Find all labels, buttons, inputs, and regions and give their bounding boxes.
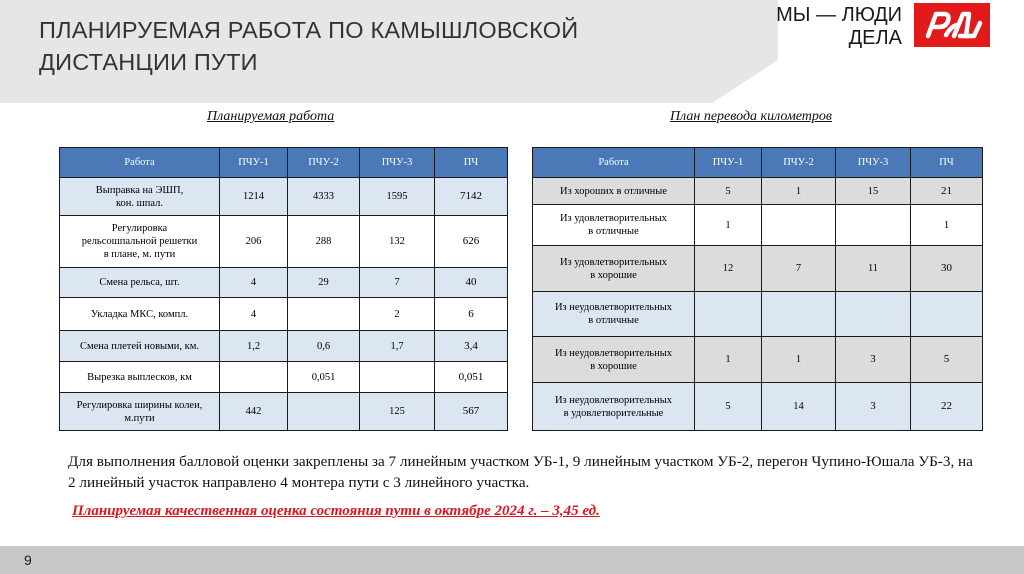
cell-pch: 40 bbox=[435, 268, 508, 298]
table-row bbox=[60, 216, 508, 268]
table-row bbox=[533, 205, 983, 246]
cell-pchu2: 14 bbox=[762, 383, 836, 431]
header-pchu3: ПЧУ-3 bbox=[360, 148, 435, 178]
cell-pchu3: 15 bbox=[836, 178, 911, 205]
cell-pchu3 bbox=[360, 362, 435, 393]
cell-pchu3: 125 bbox=[360, 393, 435, 431]
cell-pchu3: 3 bbox=[836, 383, 911, 431]
cell-pchu2 bbox=[288, 298, 360, 331]
cell-work: Из удовлетворительных в отличные bbox=[533, 205, 695, 246]
table-row bbox=[533, 178, 983, 205]
cell-pchu1: 12 bbox=[695, 246, 762, 292]
cell-work: Выправка на ЭШП, кон. шпал. bbox=[60, 178, 220, 216]
left-table-caption: Планируемая работа bbox=[207, 109, 335, 124]
rzd-logo bbox=[914, 3, 990, 47]
cell-pch: 22 bbox=[911, 383, 983, 431]
page-title bbox=[39, 14, 679, 78]
cell-pchu1: 1 bbox=[695, 337, 762, 383]
page-title-line-1: ПЛАНИРУЕМАЯ РАБОТА ПО КАМЫШЛОВСКОЙ bbox=[39, 17, 579, 43]
cell-pchu2: 1 bbox=[762, 337, 836, 383]
table-row bbox=[60, 393, 508, 431]
header-pch: ПЧ bbox=[911, 148, 983, 178]
cell-pch: 1 bbox=[911, 205, 983, 246]
cell-pchu2: 7 bbox=[762, 246, 836, 292]
quality-estimate-highlight: Планируемая качественная оценка состояния пути в октябре 2024 г. – 3,45 ед. bbox=[72, 503, 600, 519]
cell-pchu3 bbox=[836, 292, 911, 337]
cell-pchu3: 1,7 bbox=[360, 331, 435, 362]
cell-pch: 7142 bbox=[435, 178, 508, 216]
table-row bbox=[533, 337, 983, 383]
cell-pchu2: 4333 bbox=[288, 178, 360, 216]
cell-pch: 0,051 bbox=[435, 362, 508, 393]
km-transfer-plan-table bbox=[532, 147, 983, 431]
cell-pchu2 bbox=[762, 292, 836, 337]
cell-pchu1: 1214 bbox=[220, 178, 288, 216]
page-number: 9 bbox=[24, 552, 32, 568]
header-work: Работа bbox=[533, 148, 695, 178]
cell-pch: 3,4 bbox=[435, 331, 508, 362]
cell-pchu2: 288 bbox=[288, 216, 360, 268]
cell-pchu3: 132 bbox=[360, 216, 435, 268]
cell-pch bbox=[911, 292, 983, 337]
cell-work: Из неудовлетворительных в хорошие bbox=[533, 337, 695, 383]
cell-pchu1: 1 bbox=[695, 205, 762, 246]
cell-pchu2 bbox=[288, 393, 360, 431]
cell-work: Смена рельса, шт. bbox=[60, 268, 220, 298]
body-paragraph: Для выполнения балловой оценки закреплены за 7 линейным участком УБ-1, 9 линейным участком УБ-2, перегон Чупино-Юшала УБ-3, на 2 линейный участок направлено 4 монтера пути с 3 линейного участка. bbox=[68, 453, 973, 491]
cell-pchu2: 1 bbox=[762, 178, 836, 205]
cell-pchu1: 206 bbox=[220, 216, 288, 268]
cell-pchu1: 4 bbox=[220, 298, 288, 331]
table-header-row bbox=[533, 148, 983, 178]
table-row bbox=[533, 383, 983, 431]
cell-pchu1: 4 bbox=[220, 268, 288, 298]
slogan bbox=[776, 4, 902, 50]
cell-pch: 5 bbox=[911, 337, 983, 383]
cell-pch: 626 bbox=[435, 216, 508, 268]
table-row bbox=[533, 246, 983, 292]
header-pchu1: ПЧУ-1 bbox=[220, 148, 288, 178]
table-row bbox=[60, 331, 508, 362]
cell-work: Регулировка ширины колеи, м.пути bbox=[60, 393, 220, 431]
cell-pch: 6 bbox=[435, 298, 508, 331]
cell-pchu2: 29 bbox=[288, 268, 360, 298]
cell-pchu1 bbox=[695, 292, 762, 337]
header-pchu3: ПЧУ-3 bbox=[836, 148, 911, 178]
cell-pchu1: 442 bbox=[220, 393, 288, 431]
cell-pchu2: 0,051 bbox=[288, 362, 360, 393]
cell-work: Из хороших в отличные bbox=[533, 178, 695, 205]
table-row bbox=[60, 178, 508, 216]
table-row bbox=[60, 298, 508, 331]
slogan-line-2: ДЕЛА bbox=[848, 27, 902, 49]
right-table-caption: План перевода километров bbox=[670, 109, 832, 124]
cell-work: Из неудовлетворительных в удовлетворительные bbox=[533, 383, 695, 431]
cell-pchu1: 5 bbox=[695, 383, 762, 431]
header-pchu2: ПЧУ-2 bbox=[762, 148, 836, 178]
header-pchu2: ПЧУ-2 bbox=[288, 148, 360, 178]
cell-work: Из неудовлетворительных в отличные bbox=[533, 292, 695, 337]
cell-work: Вырезка выплесков, км bbox=[60, 362, 220, 393]
cell-pchu3 bbox=[836, 205, 911, 246]
cell-work: Из удовлетворительных в хорошие bbox=[533, 246, 695, 292]
cell-pchu1 bbox=[220, 362, 288, 393]
cell-work: Регулировка рельсошпальной решетки в плане, м. пути bbox=[60, 216, 220, 268]
cell-pchu1: 1,2 bbox=[220, 331, 288, 362]
slogan-line-1: МЫ — ЛЮДИ bbox=[776, 4, 902, 26]
cell-pchu3: 7 bbox=[360, 268, 435, 298]
cell-pchu3: 11 bbox=[836, 246, 911, 292]
table-row bbox=[533, 292, 983, 337]
header-work: Работа bbox=[60, 148, 220, 178]
table-row bbox=[60, 268, 508, 298]
table-row bbox=[60, 362, 508, 393]
cell-pchu2: 0,6 bbox=[288, 331, 360, 362]
page-title-line-2: ДИСТАНЦИИ ПУТИ bbox=[39, 49, 258, 75]
cell-pchu3: 2 bbox=[360, 298, 435, 331]
header-pch: ПЧ bbox=[435, 148, 508, 178]
cell-pch: 21 bbox=[911, 178, 983, 205]
table-header-row bbox=[60, 148, 508, 178]
cell-work: Смена плетей новыми, км. bbox=[60, 331, 220, 362]
cell-pchu3: 3 bbox=[836, 337, 911, 383]
cell-pchu3: 1595 bbox=[360, 178, 435, 216]
footer-band bbox=[0, 546, 1024, 574]
cell-work: Укладка МКС, компл. bbox=[60, 298, 220, 331]
header-pchu1: ПЧУ-1 bbox=[695, 148, 762, 178]
cell-pch: 30 bbox=[911, 246, 983, 292]
planned-work-table bbox=[59, 147, 508, 431]
cell-pchu1: 5 bbox=[695, 178, 762, 205]
cell-pchu2 bbox=[762, 205, 836, 246]
cell-pch: 567 bbox=[435, 393, 508, 431]
